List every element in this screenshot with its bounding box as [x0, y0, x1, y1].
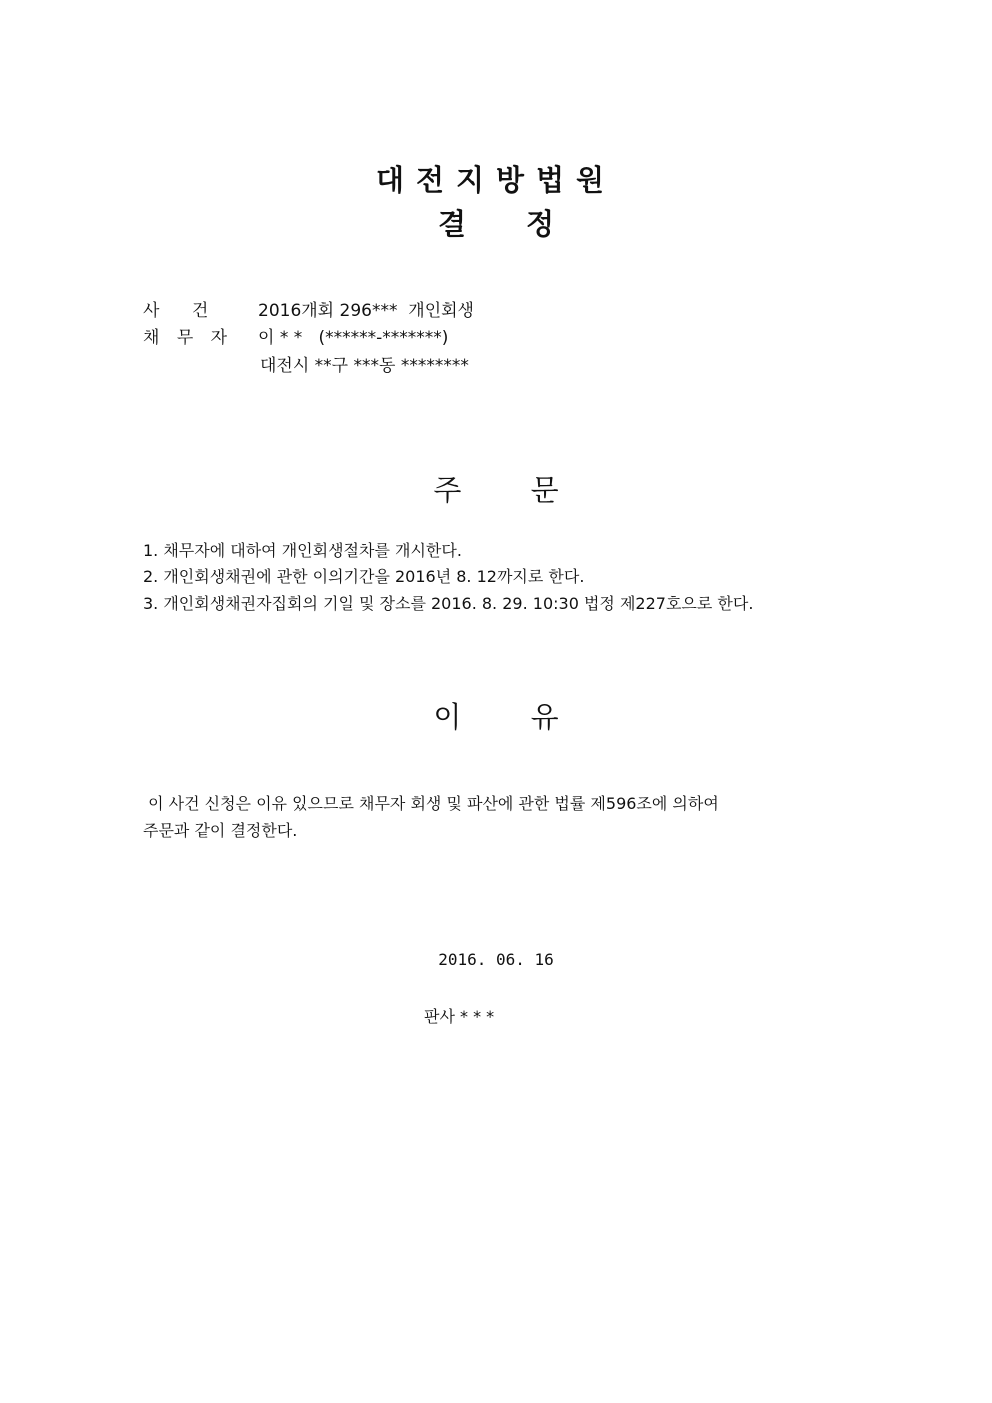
debtor-label: 채 무 자 — [143, 328, 234, 348]
reason-line-2: 주문과 같이 결정한다. — [143, 821, 298, 840]
debtor-address: 대전시 **구 ***동 ******** — [260, 356, 469, 376]
judge-signature: 판사 * * * — [424, 1007, 495, 1026]
court-name: 대전지방법원 — [375, 163, 617, 197]
document-title: 결 정 — [437, 207, 555, 241]
order-heading: 주 문 — [433, 473, 559, 507]
case-label: 사 건 — [143, 301, 209, 321]
order-item-1: 1. 채무자에 대하여 개인회생절차를 개시한다. — [143, 541, 462, 560]
reason-line-1: 이 사건 신청은 이유 있으므로 채무자 회생 및 파산에 관한 법률 제596조에 의하여 — [143, 794, 719, 813]
debtor-name: 이 * * (******-*******) — [258, 328, 449, 348]
order-item-3: 3. 개인회생채권자집회의 기일 및 장소를 2016. 8. 29. 10:30 법정 제227호으로 한다. — [143, 594, 754, 613]
decision-date: 2016. 06. 16 — [438, 950, 554, 969]
reason-heading: 이 유 — [433, 700, 559, 734]
case-value: 2016개회 296*** 개인회생 — [258, 301, 474, 321]
order-item-2: 2. 개인회생채권에 관한 이의기간을 2016년 8. 12까지로 한다. — [143, 567, 585, 586]
